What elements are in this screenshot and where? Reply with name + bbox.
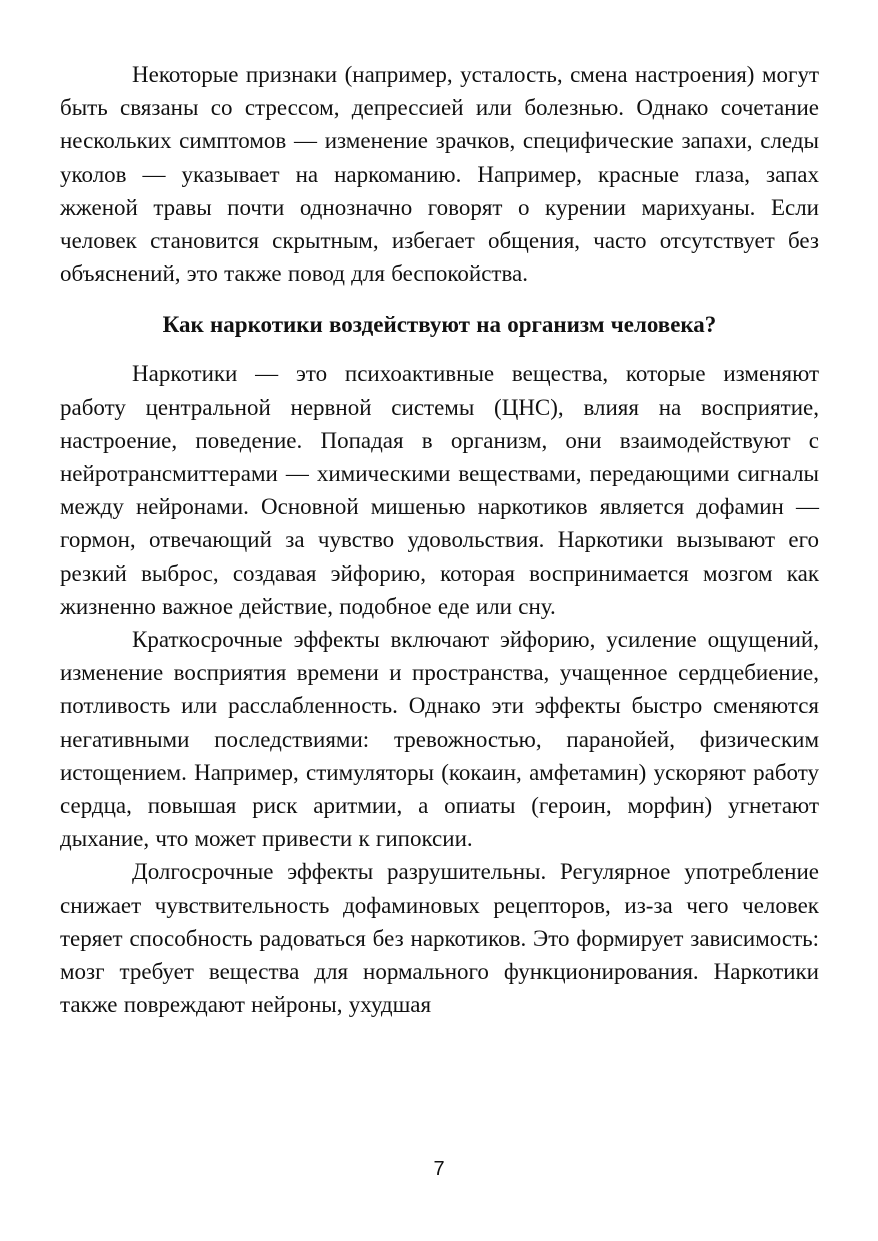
section-heading: Как наркотики воздействуют на организм человека? [162,312,717,338]
paragraph-short-term-effects: Краткосрочные эффекты включают эйфорию, усиление ощущений, изменение восприятия времени и пространства, учащенное сердцебиение, потливость или расслабленность. Однако эти эффекты быстро сменяются негативными последствиями: тревожностью, паранойей, физическим истощением. Например, стимуляторы (кокаин, амфетамин) ускоряют работу сердца, повышая риск аритмии, а опиаты (героин, морфин) угнетают дыхание, что может привести к гипоксии. [60,627,819,852]
page-content [60,58,819,1021]
paragraph-drug-action: Наркотики — это психоактивные вещества, которые изменяют работу центральной нервной системы (ЦНС), влияя на восприятие, настроение, поведение. Попадая в организм, они взаимодействуют с нейротрансмиттерами — химическими веществами, передающими сигналы между нейронами. Основной мишенью наркотиков является дофамин — гормон, отвечающий за чувство удовольствия. Наркотики вызывают его резкий выброс, создавая эйфорию, которая воспринимается мозгом как жизненно важное действие, подобное еде или сну. [60,361,819,619]
page-number: 7 [433,1158,445,1180]
paragraph-long-term-effects: Долгосрочные эффекты разрушительны. Регулярное употребление снижает чувствительность дофаминовых рецепторов, из-за чего человек теряет способность радоваться без наркотиков. Это формирует зависимость: мозг требует вещества для нормального функционирования. Наркотики также повреждают нейроны, ухудшая [60,859,819,1018]
paragraph-warning-signs: Некоторые признаки (например, усталость, смена настроения) могут быть связаны со стрессом, депрессией или болезнью. Однако сочетание нескольких симптомов — изменение зрачков, специфические запахи, следы уколов — указывает на наркоманию. Например, красные глаза, запах жженой травы почти однозначно говорят о курении марихуаны. Если человек становится скрытным, избегает общения, часто отсутствует без объяснений, это также повод для беспокойства. [60,62,819,287]
